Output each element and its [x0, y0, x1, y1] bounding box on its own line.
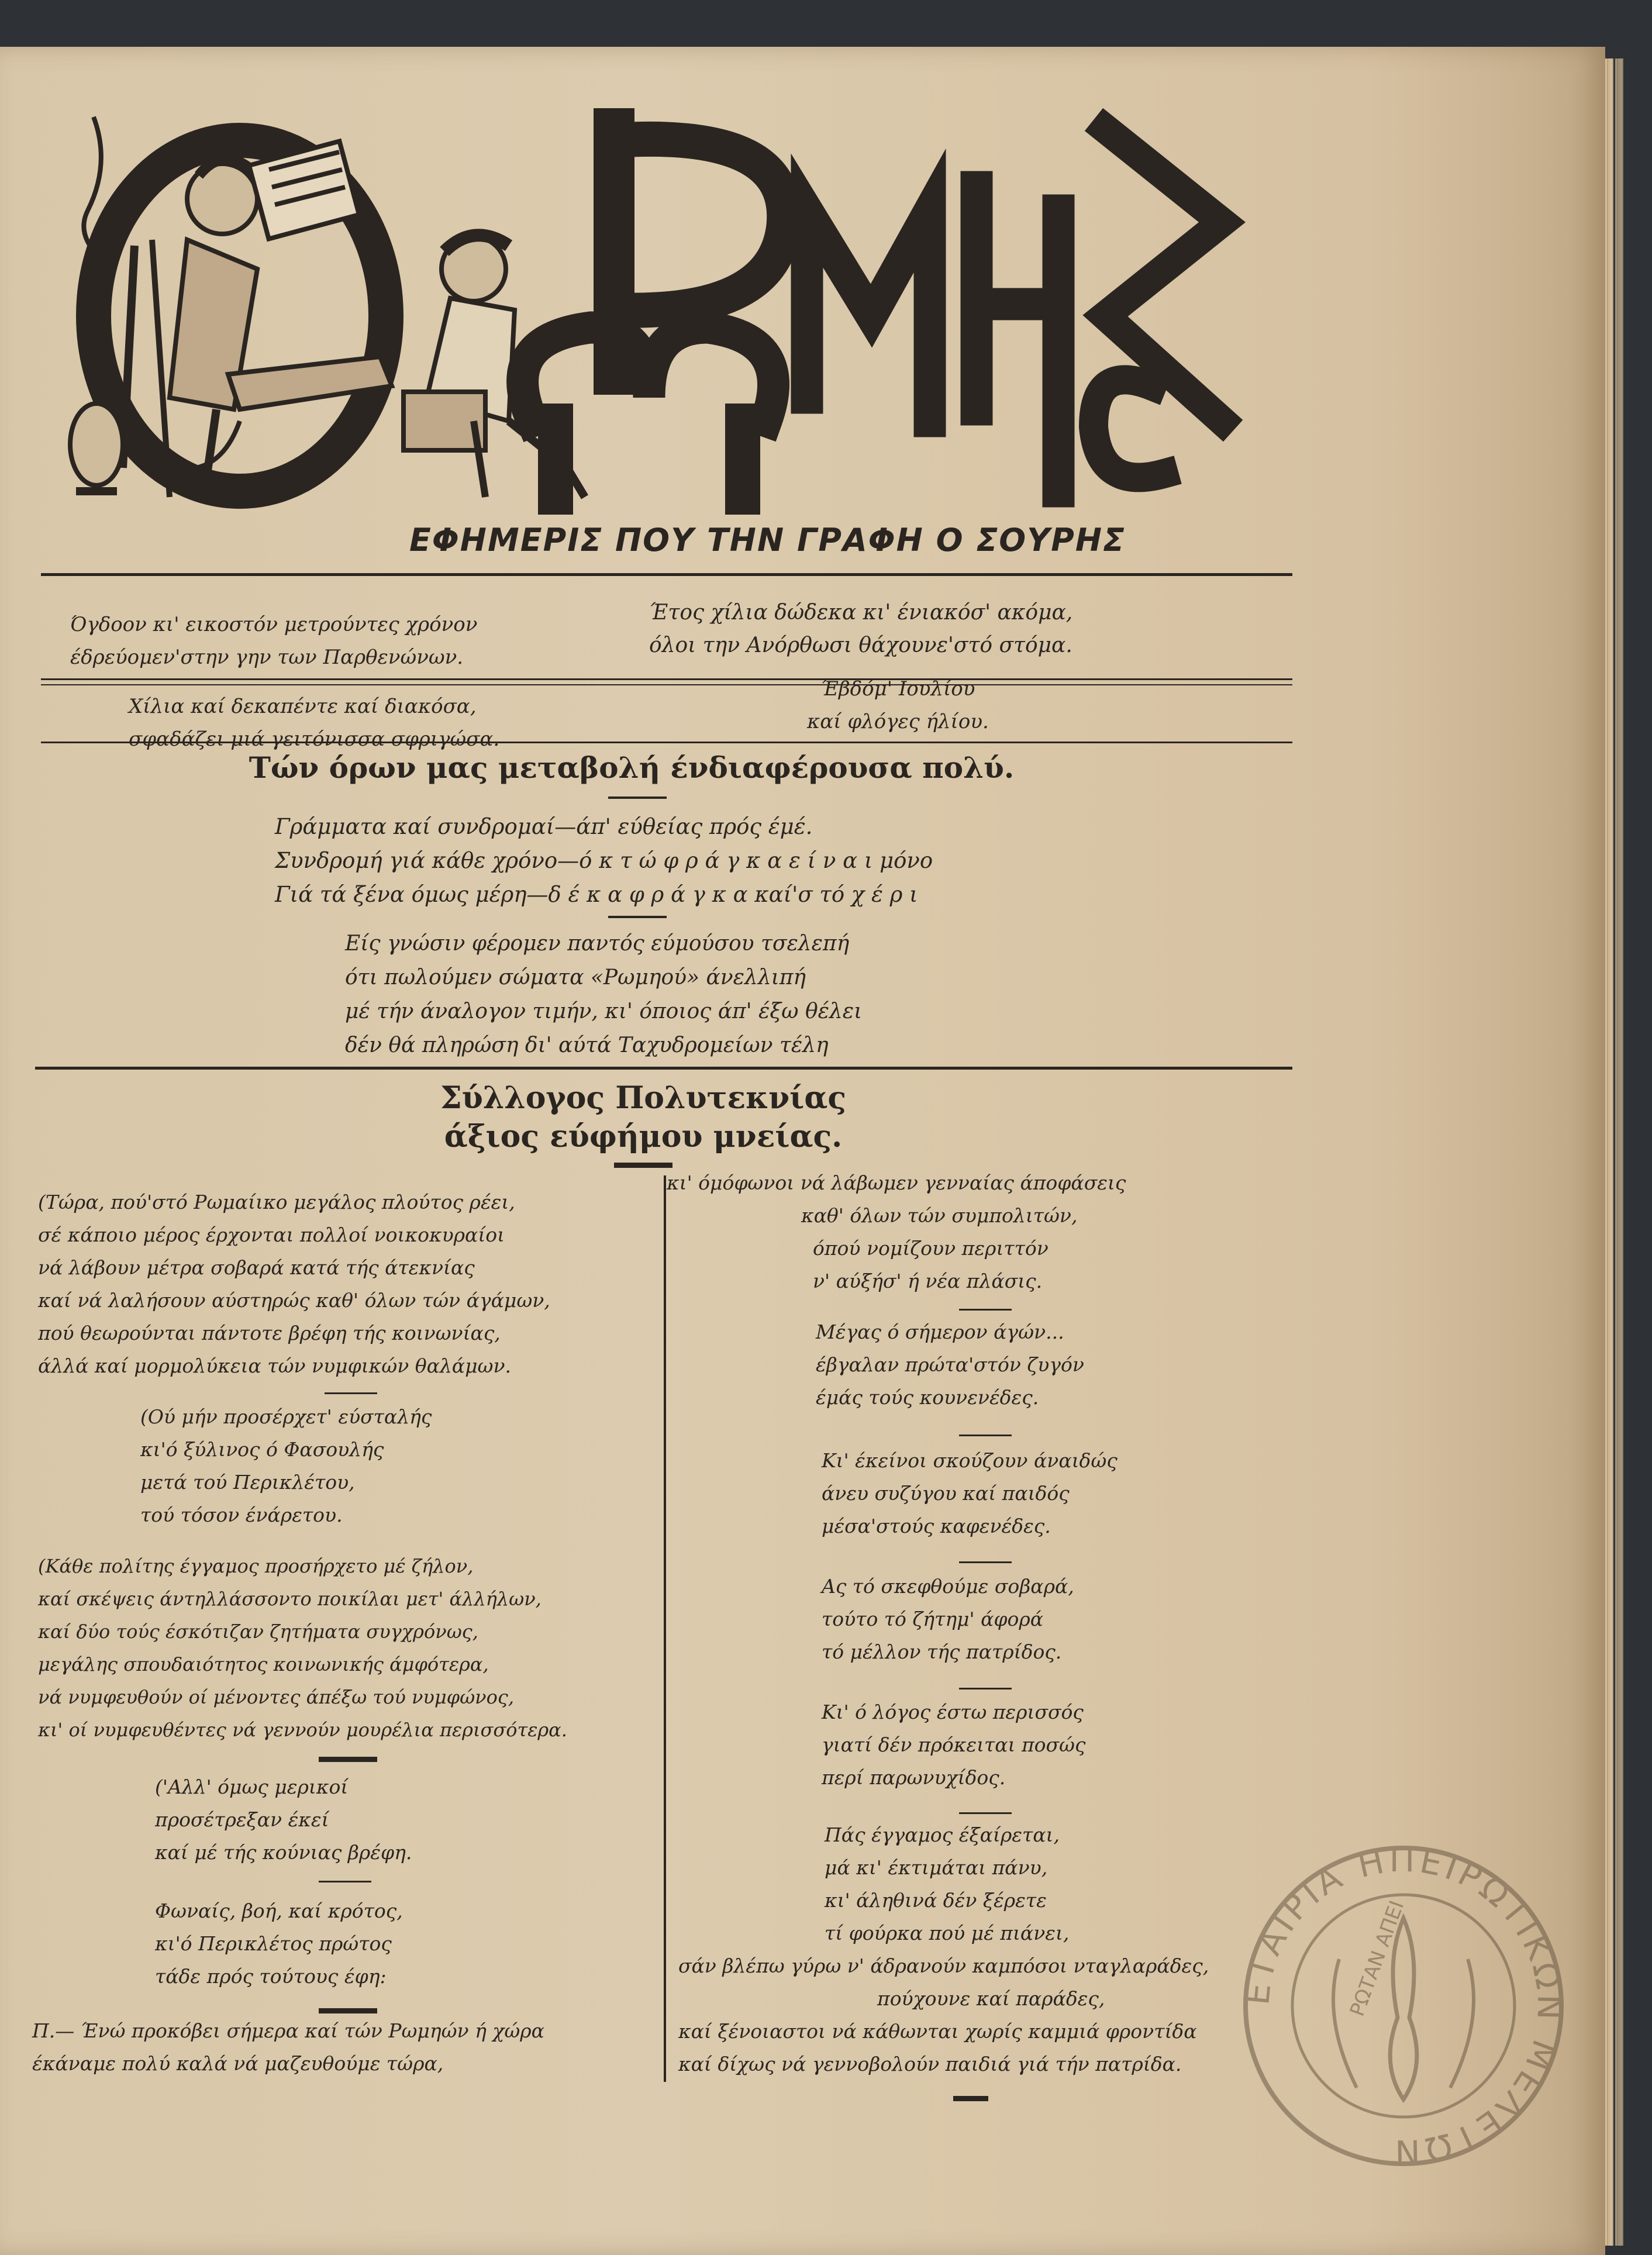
divider-dash: [959, 1309, 1012, 1311]
divider-dash: [319, 1881, 371, 1882]
right-stanza-4: Ας τό σκεφθούμε σοβαρά, τούτο τό ζήτημ' άφορά τό μέλλον τής πατρίδος.: [822, 1575, 1074, 1663]
left-stanza-2: (Ού μήν προσέρχετ' εύσταλής κι'ό ξύλινος ό Φασουλής μετά τού Περικλέτου, τού τόσον ένάρετου.: [140, 1405, 432, 1526]
divider-dash: [959, 1688, 1012, 1689]
divider-dash: [608, 797, 667, 799]
dateline-right-bottom: Έβδόμ' Ιουλίου καί φλόγες ήλίου.: [807, 677, 989, 733]
right-stanza-3: Κι' έκείνοι σκούζουν άναιδώς άνευ συζύγου καί παιδός μέσα'στούς καφενέδες.: [822, 1449, 1118, 1537]
left-stanza-1: (Τώρα, πού'στό Ρωμαίικο μεγάλος πλούτος ρέει, σέ κάποιο μέρος έρχονται πολλοί νοικοκυραίοι νά λάβουν μέτρα σοβαρά κατά τής άτεκνίας καί νά λαλήσουν αύστηρώς καθ' όλων τών άγάμων, πού θεωρούνται πάντοτε βρέφη τής κοινωνίας, άλλά καί μορμολύκεια τών νυμφικών θαλάμων.: [38, 1191, 550, 1377]
right-stanza-6: Πάς έγγαμος έξαίρεται, μά κι' έκτιμάται πάνυ, κι' άληθινά δέν ξέρετε τί φούρκα πού μέ πιάνει, σάν βλέπω γύρω ν' άδρανούν καμπόσοι νταγλαράδες, πούχουνε καί παράδες, καί ξένοιαστοι νά κάθωνται χωρίς καμμιά φροντίδα καί δίχως νά γεννοβολούν παιδιά γιά τήν πατρίδα.: [678, 1823, 1209, 2075]
left-stanza-6: Π.— Ένώ προκόβει σήμερα καί τών Ρωμηών ή χώρα έκάναμε πολύ καλά νά μαζευθούμε τώρα,: [32, 2019, 544, 2075]
left-stanza-5: Φωναίς, βοή, καί κρότος, κι'ό Περικλέτος πρώτος τάδε πρός τούτους έφη:: [155, 1899, 403, 1988]
divider-dash: [959, 1435, 1012, 1436]
right-stanza-1: κι' όμόφωνοι νά λάβωμεν γενναίας άποφάσεις καθ' όλων τών συμπολιτών, όπού νομίζουν περιττόν ν' αύξήσ' ή νέα πλάσις.: [667, 1171, 1126, 1292]
terms-heading: Τών όρων μας μεταβολή ένδιαφέρουσα πολύ.: [249, 750, 1015, 785]
column-rule: [664, 1175, 666, 2082]
divider-dash: [325, 1392, 377, 1394]
right-stanza-2: Μέγας ό σήμερον άγών... έβγαλαν πρώτα'στόν ζυγόν έμάς τούς κουνενέδες.: [816, 1320, 1084, 1409]
divider-dash: [953, 2096, 988, 2101]
right-stanza-5: Κι' ό λόγος έστω περισσός γιατί δέν πρόκειται ποσώς περί παρωνυχίδος.: [822, 1701, 1086, 1789]
left-stanza-3: (Κάθε πολίτης έγγαμος προσήρχετο μέ ζήλον, καί σκέψεις άντηλλάσσοντο ποικίλαι μετ' άλλήλων, καί δύο τούς έσκότιζαν ζητήματα συγχρόνως, μεγάλης σπουδαιότητος κοινωνικής άμφότερα, νά νυμφευθούν οί μένοντες άπέξω τού νυμφώνος, κι' οί νυμφευθέντες νά γεννούν μουρέλια περισσότερα.: [38, 1555, 567, 1741]
dateline-right-top: Έτος χίλια δώδεκα κι' ένιακόσ' ακόμα, όλοι την Ανόρθωσι θάχουνε'στό στόμα.: [649, 601, 1073, 657]
rule: [41, 678, 1292, 680]
stamp-outer-text: ΕΤΑΙΡΙΑ ΗΠΕΙΡΩΤΙΚΩΝ ΜΕΛΕΤΩΝ: [1240, 1842, 1567, 2170]
page-edge: [1605, 58, 1613, 2246]
rule: [41, 573, 1292, 576]
article-heading: Σύλλογος Πολυτεκνίας άξιος εύφήμου μνείας.: [440, 1080, 847, 1154]
dateline-left-top: Όγδοον κι' εικοστόν μετρούντες χρόνον έδρεύομεν'στην γην των Παρθενώνων.: [70, 613, 478, 669]
masthead-illustration: [64, 94, 1257, 526]
page-edge: [1615, 58, 1623, 2246]
masthead: [64, 94, 1257, 526]
laurel-icon: [1333, 1959, 1474, 2088]
rule: [41, 684, 1292, 685]
masthead-subtitle: ΕΦΗΜΕΡΙΣ ΠΟΥ ΤΗΝ ΓΡΑΦΗ Ο ΣΟΥΡΗΣ: [409, 522, 1126, 558]
terms-notice: Είς γνώσιν φέρομεν παντός εύμούσου τσελεπή ότι πωλούμεν σώματα «Ρωμηού» άνελλιπή μέ τήν άναλογον τιμήν, κι' όποιος άπ' έξω θέλει δέν θά πληρώση δι' αύτά Ταχυδρομείων τέλη: [345, 932, 863, 1057]
masthead-lettering: [523, 129, 1222, 497]
dateline-left-bottom: Χίλια καί δεκαπέντε καί διακόσα, σφαδάζει μιά γειτόνισσα σφριγώσα.: [129, 695, 500, 751]
divider-dash: [319, 2008, 377, 2013]
divider-dash: [614, 1163, 672, 1168]
terms-lines: Γράμματα καί συνδρομαί—άπ' εύθείας πρός έμέ. Συνδρομή γιά κάθε χρόνο—ό κ τ ώ φ ρ ά γ κ α ε ί ν α ι μόνο Γιά τά ξένα όμως μέρη—δ έ κ α φ ρ ά γ κ α καί'σ τό χ έ ρ ι: [275, 814, 933, 907]
left-stanza-4: ('Αλλ' όμως μερικοί προσέτρεξαν έκεί καί μέ τής κούνιας βρέφη.: [155, 1775, 412, 1864]
svg-text:ΕΤΑΙΡΙΑ ΗΠΕΙΡΩΤΙΚΩΝ ΜΕΛΕΤΩΝ: [1240, 1842, 1567, 2170]
library-stamp: [1240, 1842, 1567, 2170]
divider-dash: [959, 1561, 1012, 1563]
divider-dash: [608, 916, 667, 918]
rule: [35, 1067, 1292, 1070]
divider-dash: [319, 1757, 377, 1762]
divider-dash: [959, 1812, 1012, 1814]
stamp-inner-text: ΡΩΤΑΝ ΑΠΕΙ: [1345, 1897, 1409, 2020]
